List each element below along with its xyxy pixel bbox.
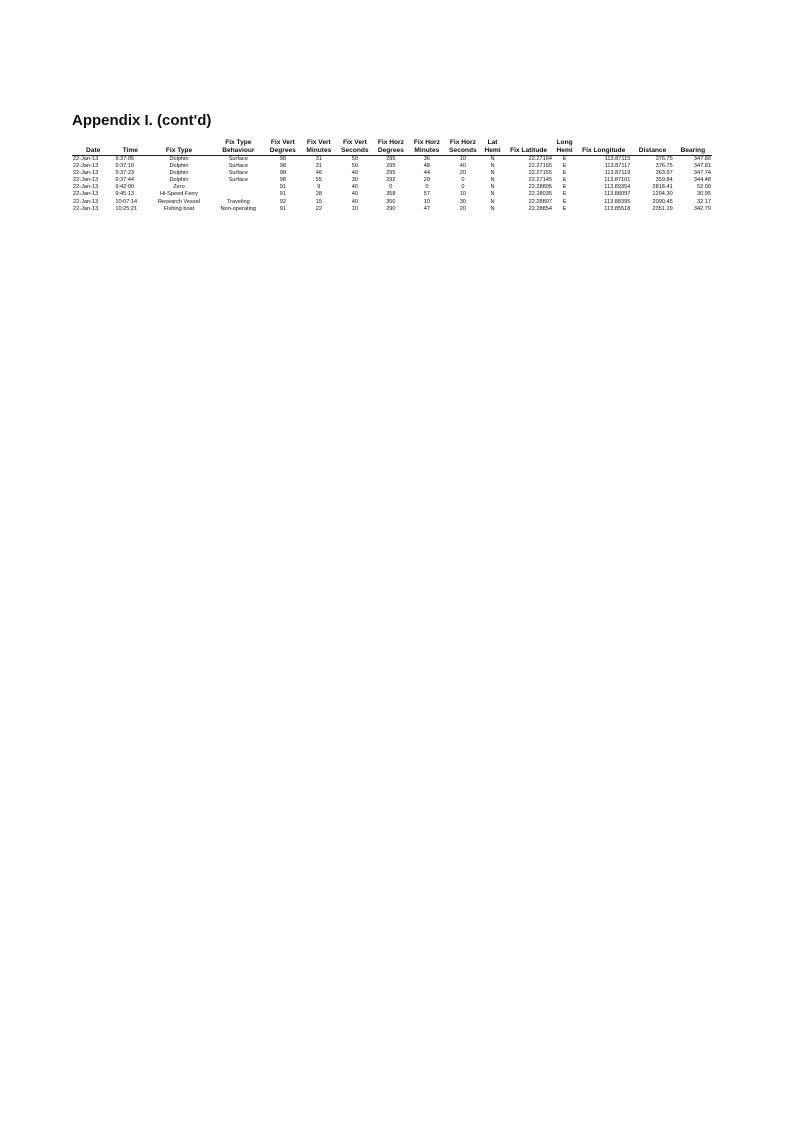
observation-table: [72, 139, 712, 213]
table-cell: 22-Jan-13: [73, 170, 99, 177]
table-cell: E: [562, 177, 567, 184]
table-cell: 22.28807: [528, 198, 552, 205]
table-cell: 2351.19: [652, 205, 673, 212]
table-cell: 292: [386, 177, 396, 184]
table-cell: 10:25:21: [115, 205, 138, 212]
table-cell: 10: [459, 156, 467, 162]
col-header: Time: [114, 139, 146, 156]
table-cell: [212, 191, 265, 198]
table-cell: 50: [351, 156, 358, 162]
table-cell: N: [490, 198, 495, 205]
col-header: Fix Vert Seconds: [337, 139, 373, 156]
document-page: [72, 112, 712, 213]
table-cell: 22.28035: [528, 191, 552, 198]
table-cell: 0: [461, 184, 465, 191]
table-cell: 22.27155: [528, 170, 552, 177]
table-cell: 9:37:05: [115, 156, 135, 162]
table-cell: 113.87115: [604, 156, 631, 162]
table-cell: 10:07:14: [115, 198, 138, 205]
table-cell: 22-Jan-13: [73, 198, 99, 205]
table-cell: Dolphin: [169, 177, 189, 184]
table-cell: 22.28895: [528, 184, 552, 191]
table-cell: 9:37:44: [115, 177, 135, 184]
table-cell: 92: [279, 198, 286, 205]
table-cell: 290: [386, 205, 396, 212]
col-header: Lat Hemi: [481, 139, 504, 156]
table-cell: 9:45:13: [115, 191, 135, 198]
table-cell: 98: [279, 177, 286, 184]
table-cell: 113.85518: [604, 205, 631, 212]
table-cell: 15: [315, 198, 322, 205]
table-cell: 20: [459, 170, 467, 177]
table-cell: 46: [315, 170, 322, 177]
table-header-row: [72, 139, 712, 156]
table-cell: 376.75: [655, 163, 673, 170]
table-cell: 22-Jan-13: [73, 191, 99, 198]
table-cell: Fishing boat: [163, 205, 195, 212]
table-cell: [212, 184, 265, 191]
col-header: Date: [72, 139, 114, 156]
table-cell: 350: [386, 198, 396, 205]
table-cell: Traveling: [226, 198, 250, 205]
table-cell: 47: [423, 205, 430, 212]
col-header: Fix Vert Degrees: [265, 139, 301, 156]
table-row: [72, 156, 712, 164]
table-row: [72, 170, 712, 177]
table-cell: E: [562, 163, 567, 170]
table-cell: 50: [351, 163, 358, 170]
table-row: [72, 184, 712, 191]
table-cell: Surface: [228, 177, 248, 184]
table-cell: 347.80: [693, 156, 711, 162]
col-header: Fix Vert Minutes: [301, 139, 337, 156]
col-header: Fix Horz Degrees: [373, 139, 409, 156]
table-cell: 91: [279, 184, 286, 191]
table-cell: 57: [423, 191, 430, 198]
table-cell: 30: [459, 198, 467, 205]
table-cell: 30.95: [697, 191, 711, 198]
table-cell: 363.97: [655, 170, 673, 177]
table-cell: 9:37:23: [115, 170, 135, 177]
table-cell: 40: [351, 184, 358, 191]
table-cell: Surface: [228, 163, 248, 170]
col-header: Fix Longitude: [576, 139, 631, 156]
table-cell: 22-Jan-13: [73, 163, 99, 170]
table-cell: 1204.30: [652, 191, 673, 198]
table-cell: Dolphin: [169, 170, 189, 177]
table-row: [72, 177, 712, 184]
table-body: [72, 156, 712, 213]
table-cell: 10: [351, 205, 358, 212]
table-cell: 36: [423, 156, 430, 162]
table-cell: Surface: [228, 170, 248, 177]
table-cell: 98: [279, 170, 286, 177]
col-header: Fix Latitude: [504, 139, 553, 156]
table-cell: 10: [423, 198, 430, 205]
table-row: [72, 206, 712, 213]
table-cell: Surface: [228, 156, 248, 162]
table-row: [72, 199, 712, 206]
table-cell: 98: [279, 156, 286, 162]
table-cell: 295: [386, 170, 396, 177]
table-cell: 98: [279, 163, 286, 170]
table-cell: Dolphin: [169, 163, 189, 170]
table-cell: 20: [459, 205, 467, 212]
table-cell: 347.74: [693, 170, 711, 177]
table-cell: 40: [351, 198, 358, 205]
table-cell: 0: [425, 184, 429, 191]
table-cell: 113.87119: [604, 170, 631, 177]
table-cell: N: [490, 156, 495, 162]
col-header: Fix Horz Minutes: [409, 139, 445, 156]
table-cell: N: [490, 184, 495, 191]
table-cell: 347.81: [693, 163, 711, 170]
table-cell: Non-operating: [220, 205, 257, 212]
table-cell: 40: [459, 163, 467, 170]
table-cell: 9:37:10: [115, 163, 135, 170]
table-cell: 9: [317, 184, 321, 191]
col-header: Distance: [631, 139, 673, 156]
table-cell: E: [562, 170, 567, 177]
table-cell: Research Vessel: [158, 198, 200, 205]
table-cell: 31: [315, 163, 322, 170]
table-cell: 9:42:00: [115, 184, 135, 191]
table-cell: E: [562, 184, 567, 191]
col-header: Bearing: [674, 139, 712, 156]
table-cell: E: [562, 198, 567, 205]
table-cell: 2818.41: [652, 184, 673, 191]
table-cell: N: [490, 191, 495, 198]
table-cell: 359.84: [655, 177, 673, 184]
table-cell: 22.27164: [528, 156, 552, 162]
table-cell: 29: [423, 177, 430, 184]
table-cell: 28: [315, 191, 322, 198]
table-cell: 32.17: [697, 198, 711, 205]
table-cell: 40: [351, 191, 358, 198]
table-cell: 22-Jan-13: [73, 205, 99, 212]
table-cell: 113.87117: [604, 163, 631, 170]
col-header: Fix Type Behaviour: [212, 139, 265, 156]
table-cell: Dolphin: [169, 156, 189, 162]
table-row: [72, 163, 712, 170]
table-cell: Zero: [173, 184, 185, 191]
table-cell: 22.28854: [528, 205, 552, 212]
table-cell: 55: [315, 177, 322, 184]
table-cell: 0: [389, 184, 393, 191]
table-cell: Hi-Speed Ferry: [160, 191, 198, 198]
table-cell: 376.75: [655, 156, 673, 162]
table-cell: 295: [386, 163, 396, 170]
table-cell: N: [490, 177, 495, 184]
table-row: [72, 191, 712, 198]
col-header: Fix Type: [146, 139, 212, 156]
table-cell: 30: [351, 177, 358, 184]
page-title: Appendix I. (cont'd): [72, 112, 212, 129]
table-cell: 48: [423, 163, 430, 170]
table-cell: 22.27145: [528, 177, 552, 184]
table-cell: 113.89354: [604, 184, 631, 191]
table-cell: 44: [423, 170, 430, 177]
table-cell: 0: [461, 177, 465, 184]
table-cell: 2090.45: [652, 198, 673, 205]
table-cell: 91: [279, 191, 286, 198]
table-cell: E: [562, 205, 567, 212]
table-cell: E: [562, 156, 567, 162]
col-header: Fix Horz Seconds: [445, 139, 481, 156]
table-cell: 113.88395: [604, 198, 631, 205]
col-header: Long Hemi: [553, 139, 576, 156]
table-cell: 113.88097: [604, 191, 631, 198]
table-cell: 295: [386, 156, 396, 162]
table-cell: 22: [315, 205, 322, 212]
table-cell: 22-Jan-13: [73, 156, 99, 162]
table-cell: 113.87101: [604, 177, 631, 184]
table-cell: 342.79: [693, 205, 711, 212]
table-cell: E: [562, 191, 567, 198]
table-cell: 52.00: [697, 184, 711, 191]
table-cell: 10: [459, 191, 467, 198]
table-cell: 91: [279, 205, 286, 212]
table-cell: 358: [386, 191, 396, 198]
table-cell: N: [490, 170, 495, 177]
table-cell: 22-Jan-13: [73, 184, 99, 191]
table-cell: 22-Jan-13: [73, 177, 99, 184]
table-cell: 40: [351, 170, 358, 177]
table-cell: N: [490, 205, 495, 212]
table-cell: N: [490, 163, 495, 170]
table-cell: 344.48: [693, 177, 711, 184]
table-cell: 31: [315, 156, 322, 162]
table-cell: 22.27165: [528, 163, 552, 170]
